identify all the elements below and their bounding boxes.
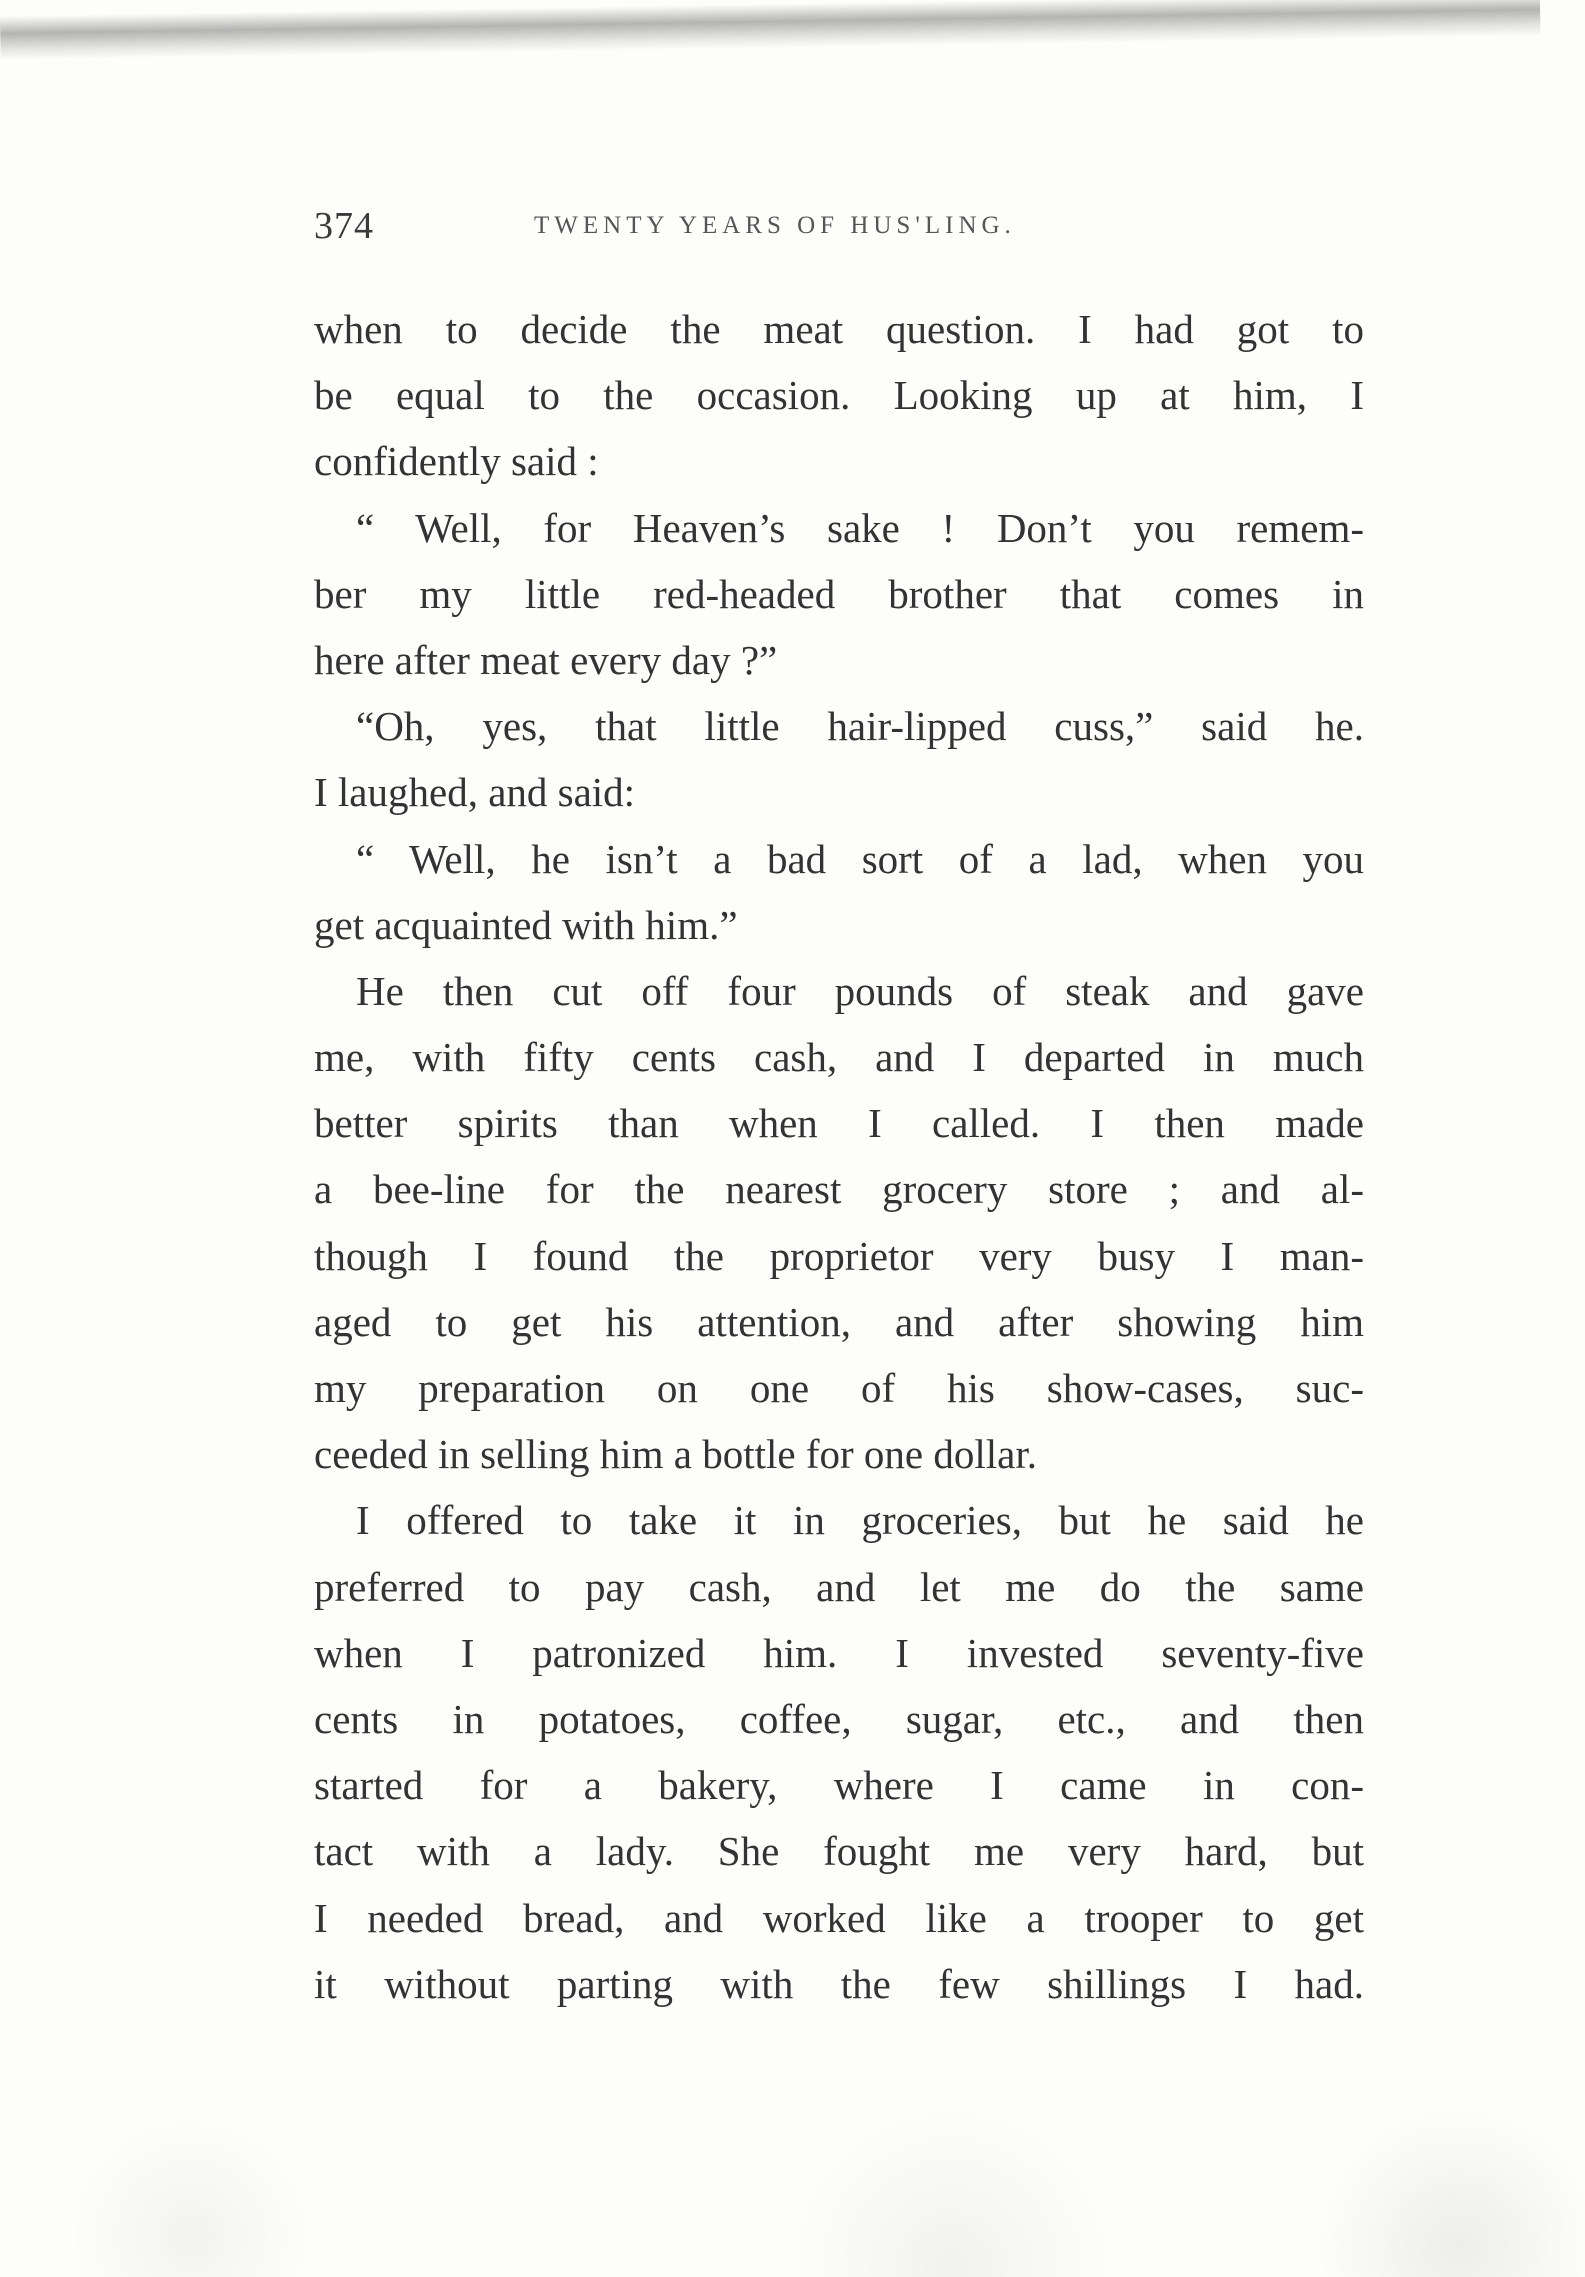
page-edge-shadow xyxy=(0,0,1541,60)
text-line: though I found the proprietor very busy I man- xyxy=(314,1232,1364,1279)
text-line: tact with a lady. She fought me very hard, but xyxy=(314,1828,1364,1875)
text-line: I needed bread, and worked like a trooper to get xyxy=(314,1894,1364,1941)
running-head: TWENTY YEARS OF HUS'LING. xyxy=(534,212,1016,239)
text-line: me, with fifty cents cash, and I departed in much xyxy=(314,1034,1364,1081)
text-line: “Oh, yes, that little hair-lipped cuss,” said he. xyxy=(356,703,1364,750)
paper-speckle xyxy=(0,2077,1585,2277)
text-line: my preparation on one of his show-cases, suc- xyxy=(314,1365,1364,1411)
text-line: cents in potatoes, coffee, sugar, etc., and then xyxy=(314,1695,1364,1742)
text-line: get acquainted with him.” xyxy=(314,901,738,948)
body-text xyxy=(314,296,1364,2017)
text-line: I offered to take it in groceries, but he said he xyxy=(356,1497,1364,1544)
text-line: I laughed, and said: xyxy=(314,769,636,816)
text-line: when I patronized him. I invested seventy-five xyxy=(314,1629,1364,1676)
text-line: “ Well, he isn’t a bad sort of a lad, when you xyxy=(356,835,1364,882)
text-line: here after meat every day ?” xyxy=(314,636,778,683)
text-line: aged to get his attention, and after showing him xyxy=(314,1298,1364,1345)
text-line: “ Well, for Heaven’s sake ! Don’t you remem- xyxy=(356,504,1364,551)
text-line: He then cut off four pounds of steak and gave xyxy=(356,967,1364,1014)
text-line: ber my little red-headed brother that comes in xyxy=(314,570,1364,617)
text-line: it without parting with the few shillings I had. xyxy=(314,1960,1364,2007)
text-line: started for a bakery, where I came in con- xyxy=(314,1762,1364,1809)
text-line: be equal to the occasion. Looking up at him, I xyxy=(314,372,1364,419)
text-line: a bee-line for the nearest grocery store ; and al- xyxy=(314,1166,1364,1213)
text-line: confidently said : xyxy=(314,438,599,485)
text-line: better spirits than when I called. I then made xyxy=(314,1100,1364,1147)
text-line: ceeded in selling him a bottle for one dollar. xyxy=(314,1431,1037,1478)
text-line: when to decide the meat question. I had got to xyxy=(314,306,1364,352)
text-line: preferred to pay cash, and let me do the same xyxy=(314,1563,1364,1610)
page-number: 374 xyxy=(314,205,374,247)
page-header xyxy=(314,204,1364,264)
